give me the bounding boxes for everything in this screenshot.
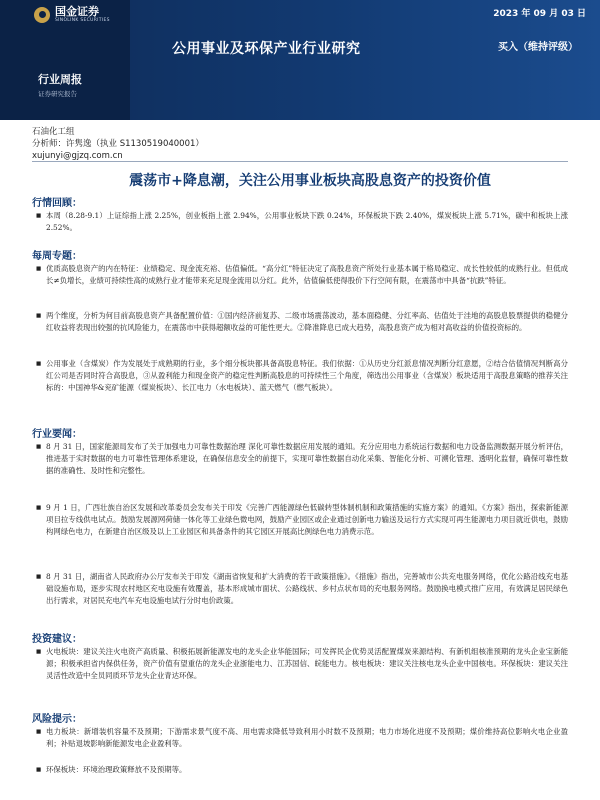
- section-market-review-heading: 行情回顾：: [32, 198, 82, 209]
- section-industry-news-heading: 行业要闻：: [32, 429, 82, 440]
- page-title: 震荡市+降息潮，关注公用事业板块高股息资产的投资价值: [129, 173, 491, 189]
- section-weekly-topic-heading: 每周专题：: [32, 251, 82, 262]
- industry-title: 公用事业及环保产业行业研究: [172, 41, 361, 57]
- company-logo: [34, 6, 110, 24]
- report-subtype: 证券研究报告: [38, 90, 77, 98]
- report-date: 2023 年 09 月 03 日: [493, 9, 586, 19]
- analyst-email[interactable]: xujunyi@gjzq.com.cn: [32, 151, 123, 161]
- analyst-group: 石油化工组: [32, 127, 75, 137]
- industry-news-paragraph-2: ■ 9 月 1 日，广西壮族自治区发展和改革委员会发布关于印发《完善广西能源绿色低碳转型体制机制和政策措施的实施方案》的通知。《方案》指出，探索新能源项目拉专线供电试点。鼓励发展源网荷储一体化等工业绿色微电网，鼓励产业园区或企业通过创新电力输送及运行方式实现可再生能源电力项目就近供电，鼓励构网绿色电力，在新建自治区级及以上工业园区和具备条件的其它园区开展高比例绿色电力消费示范。: [38, 502, 568, 538]
- divider: [32, 161, 568, 162]
- analyst-name: 分析师：许隽逸（执业 S1130519040001）: [32, 139, 204, 149]
- logo-name-en: SINOLINK SECURITIES: [55, 18, 110, 23]
- report-type: 行业周报: [38, 73, 82, 86]
- weekly-topic-paragraph-3: ■ 公用事业（含煤炭）作为发展处于成熟期的行业，多个细分板块都具备高股息特征。我们依据：①从历史分红派息情况判断分红意愿，②结合估值情况判断高分红公司是否同时符合高股息，③从盈利能力和现金资产的稳定性判断高股息的可持续性三个角度，筛选出公用事业（含煤炭）板块适用于高股息策略的推荐关注标的：中国神华&兖矿能源（煤炭板块）、长江电力（水电板块）、蓝天燃气（燃气板块）。: [38, 358, 568, 394]
- weekly-topic-paragraph-1: ■ 优质高股息资产的内在特征：业绩稳定、现金流充裕、估值偏低。“高分红”特征决定了高股息资产所处行业基本属于格局稳定、成长性较低的成熟行业。但低成长≠负增长，业绩可持续性高的成熟行业才能带来充足现金流用以分红。此外，估值偏低使得股价下行空间有限，在震荡市中具备“抗跌”特征。: [38, 263, 568, 287]
- weekly-topic-paragraph-2: ■ 两个维度，分析为何目前高股息资产具备配置价值：①国内经济前复苏、二级市场震荡波动，基本面稳健、分红率高、估值处于洼地的高股息股票提供的稳健分红收益将表现出较强的抗风险能力，在震荡市中获得超额收益的可能性更大。②降准降息已成大趋势，高股息资产成为相对高收益的价值投资标的。: [38, 310, 568, 334]
- rating-badge: 买入（维持评级）: [498, 42, 578, 53]
- logo-mark-icon: [34, 7, 50, 23]
- section-investment-advice-heading: 投资建议：: [32, 634, 82, 645]
- section-risk-heading: 风险提示：: [32, 714, 82, 725]
- risk-paragraph-1: ■ 电力板块：新增装机容量不及预期；下游需求景气度不高、用电需求降低导致利用小时数不及预期；电力市场化进度不及预期；煤价维持高位影响火电企业盈利；补贴退坡影响新能源发电企业盈利等。: [38, 726, 568, 750]
- industry-news-paragraph-3: ■ 8 月 31 日，湖南省人民政府办公厅发布关于印发《湖南省恢复和扩大消费的若干政策措施》。《措施》指出，完善城市公共充电服务网络，优化公路沿线充电基础设施布局，逐步实现农村地区充电设施有效覆盖，基本形成城市面状、公路线状、乡村点状布局的充电服务网络。鼓励换电模式推广应用，有效满足居民绿色出行需求，对居民充电汽车充电设施电试行分时电价政策。: [38, 571, 568, 607]
- logo-name-cn: 国金证券: [55, 5, 99, 18]
- market-review-paragraph: ■ 本周（8.28-9.1）上证综指上涨 2.25%，创业板指上涨 2.94%，公用事业板块下跌 0.24%，环保板块下跌 2.40%，煤炭板块上涨 5.71%，碳中和板块上涨 2.52%。: [38, 210, 568, 234]
- industry-news-paragraph-1: ■ 8 月 31 日，国家能源局发布了关于加强电力可靠性数据治理 深化可靠性数据应用发展的通知。充分应用电力系统运行数据和电力设备监测数据开展分析评估，推进基于实时数据的电力可靠性管理体系建设，在确保信息安全的前提下，实现可靠性数据自动化采集、智能化分析、可溯化管理、透明化监督，确保可靠性数据的准确性、及时性和完整性。: [38, 441, 568, 477]
- risk-paragraph-2: ■ 环保板块：环境治理政策释放不及预期等。: [38, 764, 568, 776]
- left-panel: [0, 0, 130, 120]
- investment-advice-paragraph: ■ 火电板块：建议关注火电资产高质量、积极拓展新能源发电的龙头企业华能国际；可发挥民企优势灵活配置煤炭来源结构、有新机组核准预期的龙头企业宝新能源；积极承担省内保供任务，资产价值有望重估的龙头企业浙能电力、江苏国信、皖能电力。核电板块：建议关注核电龙头企业中国核电。环保板块：建议关注灵活性改造中全员同质环节龙头企业青达环保。: [38, 646, 568, 682]
- analyst-block: [32, 126, 204, 162]
